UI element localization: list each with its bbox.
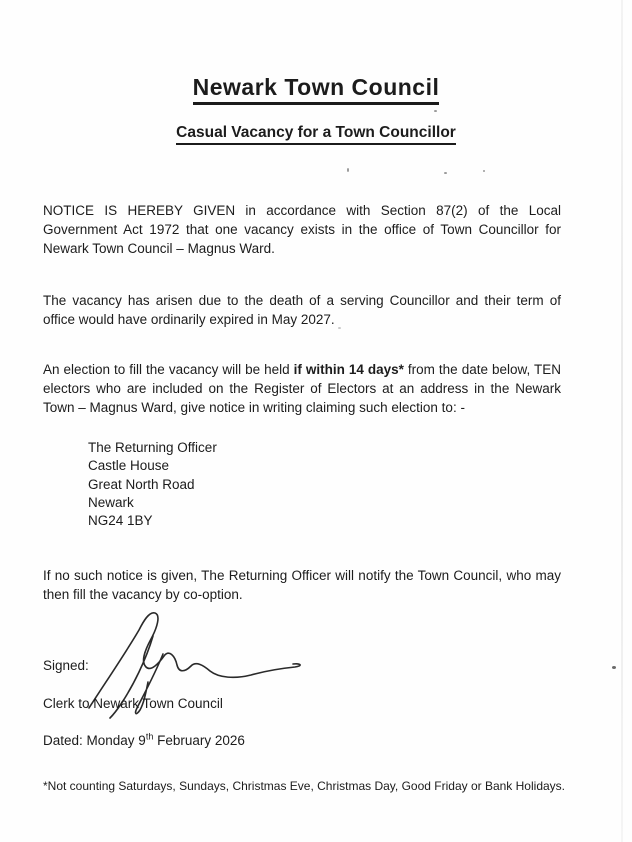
- scan-speck: [483, 170, 485, 172]
- dated-prefix: Dated: Monday 9: [43, 733, 146, 748]
- address-line: Great North Road: [88, 476, 195, 492]
- address-line: NG24 1BY: [88, 513, 153, 529]
- footnote: *Not counting Saturdays, Sundays, Christmas Eve, Christmas Day, Good Friday or Bank Holidays.: [43, 779, 565, 793]
- address-line: The Returning Officer: [88, 440, 217, 455]
- dated-line: [43, 733, 245, 748]
- scan-speck: [612, 666, 616, 669]
- address-line: Castle House: [88, 458, 170, 474]
- paragraph-vacancy-reason: The vacancy has arisen due to the death of a serving Councillor and their term of office would have ordinarily expired in May 2027.: [43, 293, 561, 327]
- signed-label: Signed:: [43, 658, 89, 673]
- page-title: [0, 74, 632, 105]
- election-text-pre: An election to fill the vacancy will be held: [43, 362, 294, 377]
- paragraph-no-notice: If no such notice is given, The Returning Officer will notify the Town Council, who may then fill the vacancy by co-option.: [43, 568, 561, 602]
- scan-edge-artifact: [621, 0, 623, 842]
- returning-officer-address: [88, 439, 217, 530]
- page-title-text: Newark Town Council: [193, 74, 440, 105]
- dated-ordinal: th: [145, 731, 154, 742]
- election-text-post: from the date below, TEN electors who are included on the Register of Electors at an address in the Newark Town – Magnus Ward, give notice in writing claiming such election to: -: [43, 362, 561, 415]
- dated-suffix: February 2026: [153, 733, 245, 748]
- paragraph-notice: NOTICE IS HEREBY GIVEN in accordance with Section 87(2) of the Local Government Act 1972 that one vacancy exists in the office of Town Councillor for Newark Town Council – Magnus Ward.: [43, 203, 561, 256]
- address-line: Newark: [88, 494, 134, 510]
- scan-speck: [434, 110, 437, 112]
- page-subtitle-text: Casual Vacancy for a Town Councillor: [176, 124, 456, 145]
- scan-speck: [444, 172, 447, 174]
- signatory-title: Clerk to Newark Town Council: [43, 696, 223, 711]
- election-text-bold: if within 14 days*: [293, 362, 404, 377]
- scan-speck: [338, 327, 341, 329]
- paragraph-election: [43, 360, 561, 417]
- scan-speck: [347, 168, 349, 172]
- page-subtitle: [0, 124, 632, 145]
